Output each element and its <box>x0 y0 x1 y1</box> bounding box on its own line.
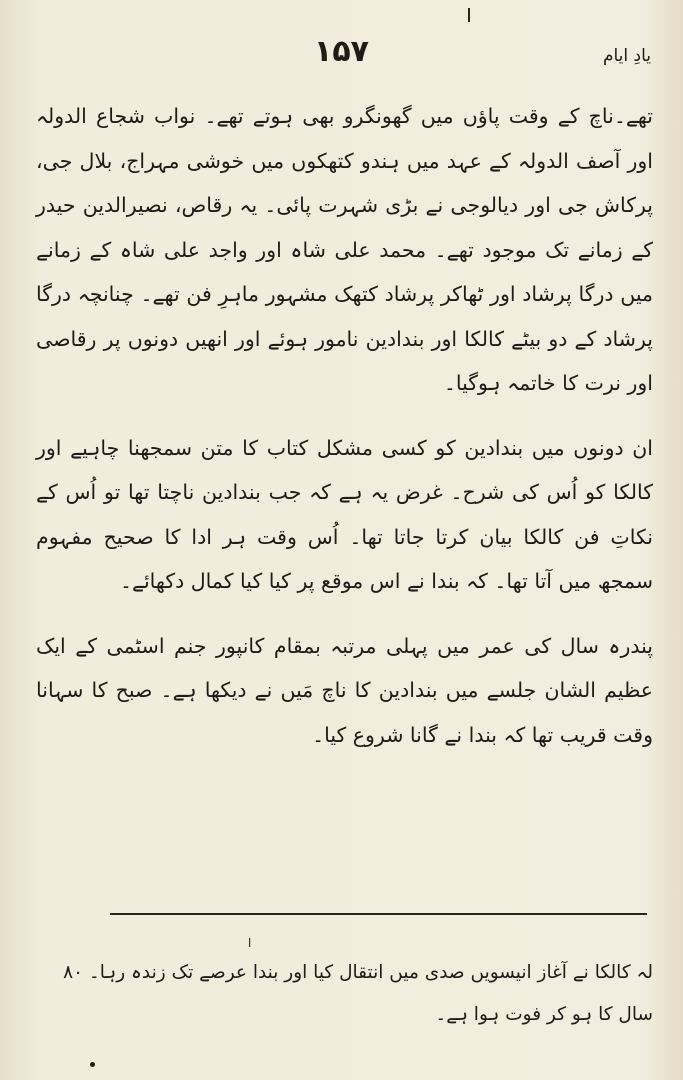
paragraph-3: پندرہ سال کی عمر میں پہلی مرتبہ بمقام کانپور جنم اسٹمی کے ایک عظیم الشان جلسے میں بندادین کا ناچ مَیں نے دیکھا ہے۔ صبح کا سہانا وقت قریب تھا کہ بندا نے گانا شروع کیا۔ <box>36 633 653 747</box>
top-margin-mark <box>468 8 470 22</box>
ink-dot <box>90 1062 95 1067</box>
paragraph-1: تھے۔ناچ کے وقت پاؤں میں گھونگرو بھی ہوتے تھے۔ نواب شجاع الدولہ اور آصف الدولہ کے عہد میں ہندو کتھکوں میں خوشی مہراج، بلال جی، پرکاش جی اور دیالوجی نے بڑی شہرت پائی۔ یہ رقاص، نصیرالدین حیدر کے زمانے تک موجود تھے۔ محمد علی شاہ اور واجد علی شاہ کے زمانے میں درگا پرشاد اور ٹھاکر پرشاد کتھک مشہور ماہرِ فن تھے۔ چنانچہ درگا پرشاد کے دو بیٹے کالکا اور بندادین نامور ہوئے اور انھیں دونوں پر رقاصی اور نرت کا خاتمہ ہوگیا۔ <box>36 104 653 395</box>
body-text <box>36 94 653 757</box>
footnote-text: لہ کالکا نے آغاز انیسویں صدی میں انتقال کیا اور بندا عرصے تک زندہ رہا۔ ۸۰ سال کا ہو کر فوت ہوا ہے۔ <box>63 962 653 1025</box>
footnote-divider <box>110 913 647 915</box>
footnote-mark: ا <box>248 936 252 950</box>
page-number: ۱۵۷ <box>314 34 369 69</box>
paragraph-2: ان دونوں میں بندادین کو کسی مشکل کتاب کا متن سمجھنا چاہیے اور کالکا کو اُس کی شرح۔ غرض یہ ہے کہ جب بندادین ناچتا تھا تو اُس کے نکاتِ فن کالکا بیان کرتا جاتا تھا۔ اُس وقت ہر ادا کا صحیح مفہوم سمجھ میں آتا تھا۔ کہ بندا نے اس موقع پر کیا کیا کمال دکھائے۔ <box>36 435 653 593</box>
running-title: یادِ ایام <box>602 46 651 66</box>
